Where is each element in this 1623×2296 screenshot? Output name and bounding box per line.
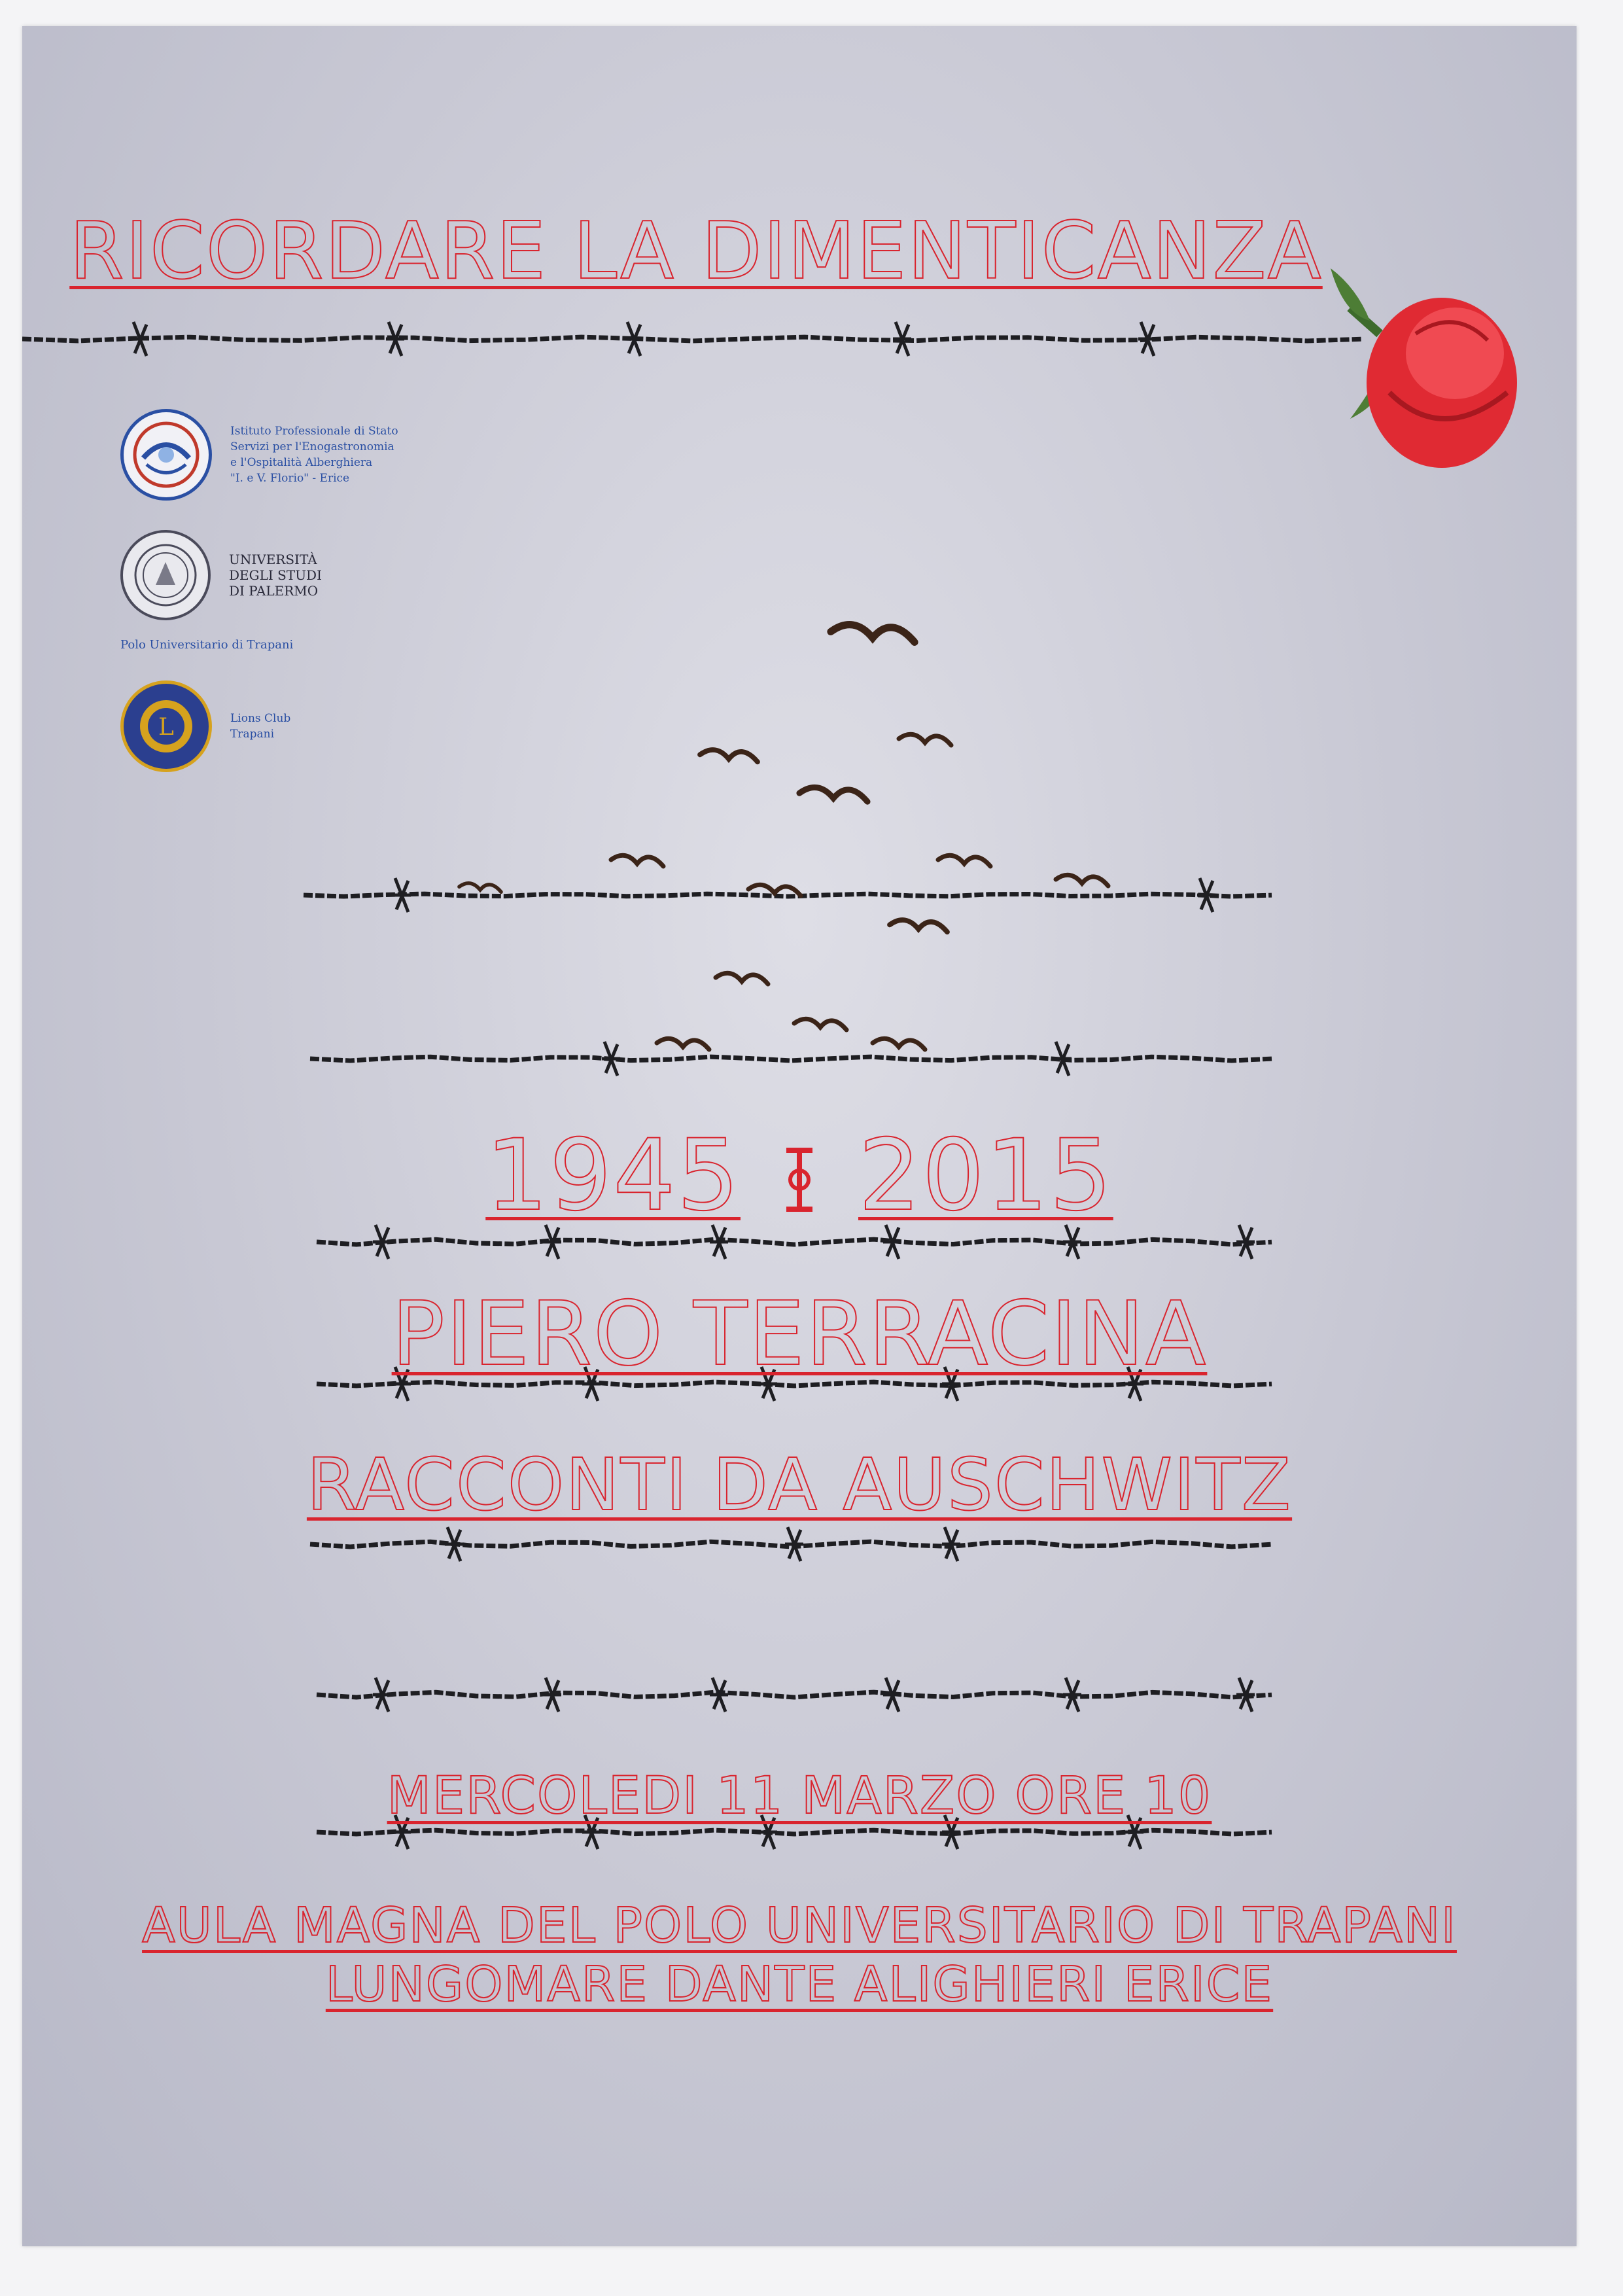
bird-icon bbox=[890, 920, 947, 932]
bird-icon bbox=[700, 750, 758, 762]
lions-logo-line: Lions Club bbox=[230, 712, 291, 725]
lions-logo-text bbox=[230, 711, 290, 742]
university-logo-line: UNIVERSITÀ bbox=[229, 552, 317, 567]
university-logo-line: DEGLI STUDI bbox=[229, 567, 322, 583]
university-logo-block bbox=[120, 530, 322, 620]
bird-icon bbox=[899, 734, 951, 745]
bird-icon bbox=[459, 883, 501, 892]
school-logo-line: Istituto Professionale di Stato bbox=[230, 425, 398, 438]
event-date: MERCOLEDI 11 MARZO ORE 10 bbox=[387, 1767, 1212, 1826]
university-logo-text bbox=[229, 552, 322, 599]
rose-icon bbox=[1331, 268, 1517, 468]
bird-icon bbox=[938, 855, 990, 866]
svg-text:L: L bbox=[158, 714, 174, 741]
school-logo-block bbox=[120, 409, 398, 501]
bird-icon bbox=[873, 1038, 925, 1050]
bird-icon bbox=[794, 1019, 846, 1030]
school-logo-line: e l'Ospitalità Alberghiera bbox=[230, 456, 373, 469]
event-venue-line2: LUNGOMARE DANTE ALIGHIERI ERICE bbox=[325, 1956, 1274, 2013]
lions-club-emblem-icon bbox=[120, 680, 212, 772]
school-logo-line: Servizi per l'Enogastronomia bbox=[230, 440, 394, 453]
lions-logo-line: Trapani bbox=[230, 728, 275, 741]
year-end: 2015 bbox=[858, 1119, 1113, 1233]
year-start: 1945 bbox=[485, 1119, 741, 1233]
years-heading bbox=[22, 1119, 1577, 1233]
speaker-name: PIERO TERRACINA bbox=[391, 1282, 1208, 1385]
university-seal-icon bbox=[120, 530, 211, 620]
barbed-wire-icon bbox=[22, 322, 1363, 356]
bird-icon bbox=[799, 787, 867, 802]
bird-icon bbox=[657, 1038, 709, 1050]
bird-icon bbox=[1056, 875, 1108, 886]
event-venue-line1: AULA MAGNA DEL POLO UNIVERSITARIO DI TRAPANI bbox=[142, 1898, 1457, 1954]
year-divider-icon bbox=[741, 1119, 858, 1233]
barbed-wire-icon bbox=[310, 1527, 1272, 1561]
school-logo-text bbox=[230, 423, 398, 486]
event-poster bbox=[22, 26, 1577, 2246]
barbed-wire-icon bbox=[310, 1042, 1272, 1076]
poster-title: RICORDARE LA DIMENTICANZA bbox=[69, 206, 1323, 297]
bird-icon bbox=[831, 625, 915, 643]
bird-icon bbox=[716, 973, 768, 984]
university-logo-line: DI PALERMO bbox=[229, 583, 319, 599]
barbed-wire-icon bbox=[317, 1678, 1272, 1712]
lions-logo-block bbox=[120, 680, 290, 772]
school-crest-icon bbox=[120, 409, 212, 501]
bird-icon bbox=[611, 855, 663, 866]
event-subtitle: RACCONTI DA AUSCHWITZ bbox=[306, 1443, 1293, 1527]
university-caption: Polo Universitario di Trapani bbox=[120, 638, 294, 652]
barbed-wire-icon bbox=[304, 878, 1272, 912]
school-logo-line: "I. e V. Florio" - Erice bbox=[230, 472, 350, 485]
